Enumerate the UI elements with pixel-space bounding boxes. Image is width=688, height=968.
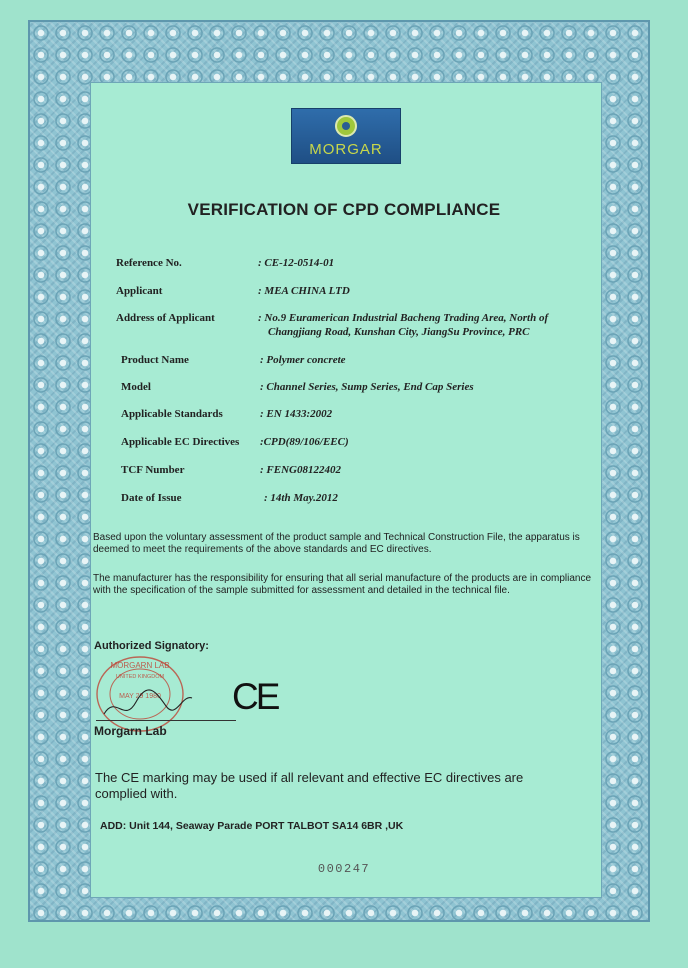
field-value-address-line2: Changjiang Road, Kunshan City, JiangSu Province, PRC	[268, 326, 530, 338]
field-label-applicant: Applicant	[116, 285, 163, 297]
field-value-standards: : EN 1433:2002	[260, 408, 333, 420]
address-line: ADD: Unit 144, Seaway Parade PORT TALBOT SA14 6BR ,UK	[100, 820, 404, 832]
field-label-date: Date of Issue	[121, 492, 182, 504]
ce-marking-note: The CE marking may be used if all relevant and effective EC directives are complied with.	[95, 770, 524, 801]
field-value-product: : Polymer concrete	[260, 354, 346, 366]
stamp-date: MAY 29 1980	[119, 693, 161, 700]
field-label-model: Model	[121, 381, 151, 393]
field-label-address: Address of Applicant	[116, 312, 215, 324]
field-value-directives: :CPD(89/106/EEC)	[260, 436, 349, 448]
page-title: VERIFICATION OF CPD COMPLIANCE	[187, 200, 501, 219]
field-value-tcf: : FENG08122402	[260, 464, 341, 476]
lab-stamp	[96, 654, 196, 734]
responsibility-paragraph: The manufacturer has the responsibility for ensuring that all serial manufacture of the products are in compliance with the specification of the sample submitted for assessment and detailed in the technical file.	[93, 573, 592, 596]
field-value-applicant: : MEA CHINA LTD	[258, 285, 350, 297]
signature-line	[96, 720, 236, 721]
company-logo	[291, 108, 401, 164]
field-label-directives: Applicable EC Directives	[121, 436, 240, 448]
stamp-text: MORGARN LAB	[110, 661, 170, 670]
assessment-paragraph: Based upon the voluntary assessment of the product sample and Technical Construction File, the apparatus is deemed to meet the requirements of the above standards and EC directives.	[93, 532, 580, 555]
field-label-tcf: TCF Number	[121, 464, 185, 476]
field-value-address: : No.9 Euramerican Industrial Bacheng Trading Area, North of	[258, 312, 549, 324]
lab-name: Morgarn Lab	[94, 724, 167, 738]
field-label-standards: Applicable Standards	[121, 408, 223, 420]
logo-text: MORGAR	[309, 141, 383, 158]
field-label-product: Product Name	[121, 354, 189, 366]
ce-mark: CE	[232, 676, 278, 717]
field-value-reference: : CE-12-0514-01	[258, 257, 335, 269]
field-value-model: : Channel Series, Sump Series, End Cap Series	[260, 381, 474, 393]
field-value-date: : 14th May.2012	[264, 492, 338, 504]
signatory-label: Authorized Signatory:	[94, 640, 209, 652]
globe-icon	[335, 115, 357, 137]
serial-number: 000247	[317, 862, 371, 876]
field-label-reference: Reference No.	[116, 257, 182, 269]
stamp-subtext: UNITED KINGDOM	[115, 674, 165, 680]
